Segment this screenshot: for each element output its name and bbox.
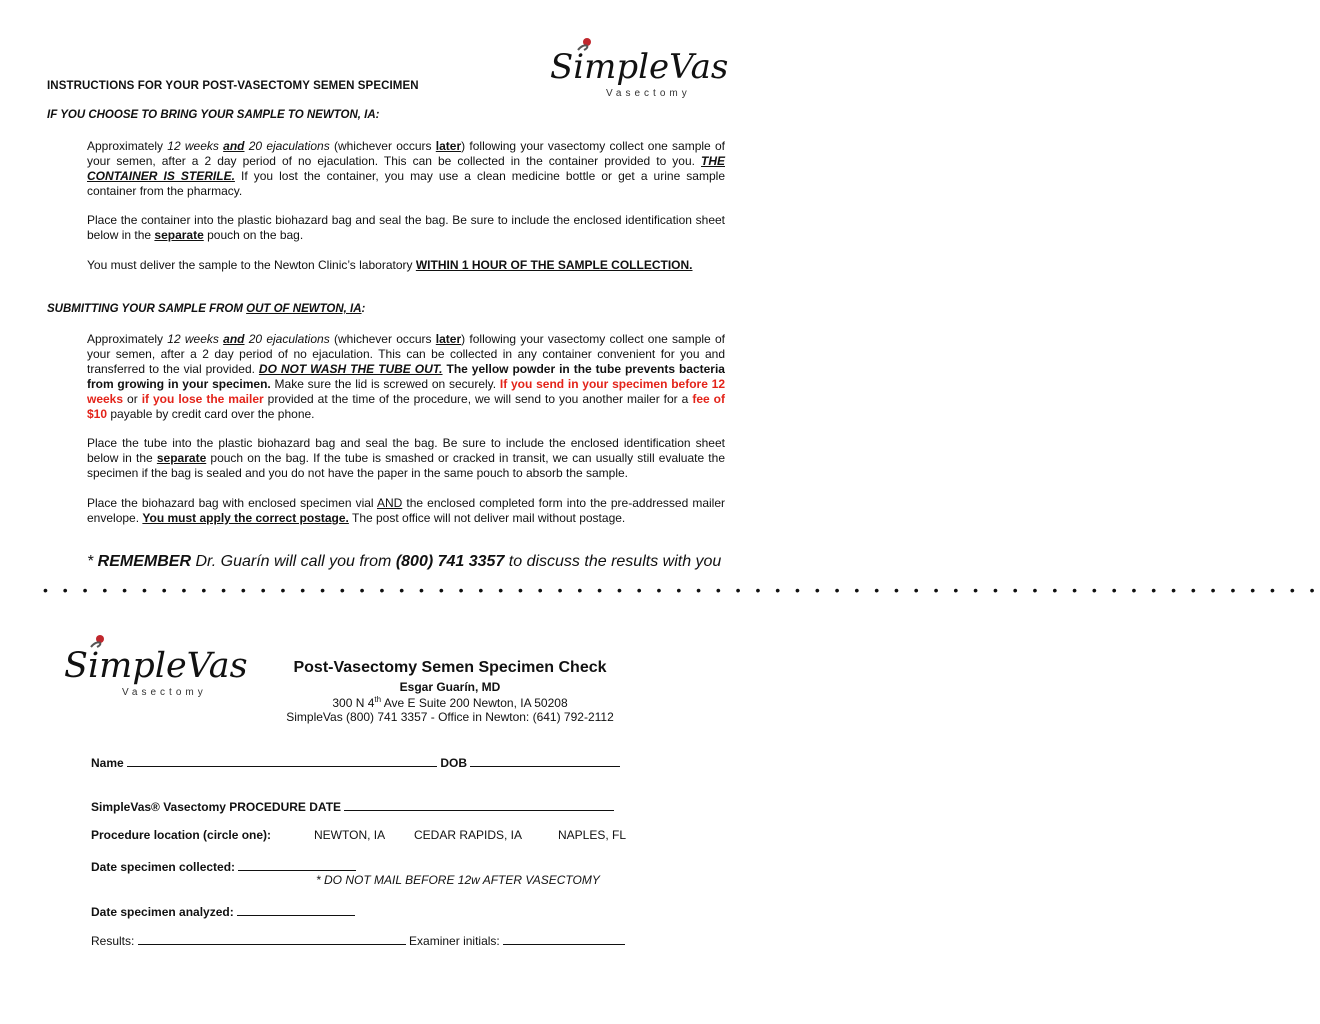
examiner-label: Examiner initials:: [409, 934, 500, 948]
location-option-naples[interactable]: NAPLES, FL: [558, 828, 627, 842]
form-logo-wordmark: SimpleVas: [64, 646, 248, 686]
simplevas-logo-top: [548, 36, 729, 102]
name-dob-row: [91, 754, 620, 770]
procedure-date-row: [91, 798, 614, 814]
newton-paragraph-1: Approximately 12 weeks and 20 ejaculations (whichever occurs later) following your vasectomy collect one sample of your semen, after a 2 day period of no ejaculation. This can be collected in the container provided to you. THE CONTAINER IS STERILE. If you lost the container, you may use a clean medicine bottle or get a urine sample container from the pharmacy.: [87, 139, 725, 198]
analyzed-field[interactable]: [237, 903, 355, 916]
form-phone-numbers: SimpleVas (800) 741 3357 - Office in Newton: (641) 792-2112: [286, 710, 614, 724]
logo-wordmark: SimpleVas: [550, 47, 729, 87]
form-doctor: Esgar Guarín, MD: [399, 680, 501, 694]
outside-paragraph-2: Place the tube into the plastic biohazard bag and seal the bag. Be sure to include the enclosed identification sheet below in the separate pouch on the bag. If the tube is smashed or cracked in transit, we can usually still evaluate the specimen if the bag is sealed and you do not have the paper in the same pouch to absorb the sample.: [87, 436, 725, 480]
newton-paragraph-2: Place the container into the plastic biohazard bag and seal the bag. Be sure to include the enclosed identification sheet below in the separate pouch on the bag.: [87, 213, 725, 242]
procedure-location-label: Procedure location (circle one):: [91, 828, 272, 842]
outside-heading: SUBMITTING YOUR SAMPLE FROM OUT OF NEWTON, IA:: [47, 303, 366, 315]
newton-heading: IF YOU CHOOSE TO BRING YOUR SAMPLE TO NEWTON, IA:: [47, 109, 380, 121]
form-address: 300 N 4th Ave E Suite 200 Newton, IA 50208: [332, 695, 568, 710]
name-field[interactable]: [127, 754, 437, 767]
newton-paragraph-3: You must deliver the sample to the Newton Clinic’s laboratory WITHIN 1 HOUR OF THE SAMPLE COLLECTION.: [87, 258, 693, 272]
mail-warning-note: * DO NOT MAIL BEFORE 12w AFTER VASECTOMY: [316, 873, 600, 887]
procedure-location-row: [91, 828, 271, 842]
procedure-date-field[interactable]: [344, 798, 614, 811]
name-label: Name: [91, 756, 124, 770]
form-title: Post-Vasectomy Semen Specimen Check: [293, 659, 607, 676]
outside-paragraph-3: Place the biohazard bag with enclosed specimen vial AND the enclosed completed form into the pre-addressed mailer envelope. You must apply the correct postage. The post office will not deliver mail without postage.: [87, 496, 725, 525]
page-title: INSTRUCTIONS FOR YOUR POST-VASECTOMY SEMEN SPECIMEN: [47, 80, 419, 92]
results-row: [91, 932, 625, 948]
logo-subtitle: Vasectomy: [606, 88, 691, 99]
cut-line-divider: • • • • • • • • • • • • • • • • • • • • • • • • • • • • • • • • • • • • • • • • • • • • • • • • • • • • • • • • • • • • • • • • •: [43, 582, 1320, 598]
results-field[interactable]: [138, 932, 406, 945]
examiner-field[interactable]: [503, 932, 625, 945]
analyzed-row: [91, 903, 355, 919]
outside-paragraph-1: Approximately 12 weeks and 20 ejaculations (whichever occurs later) following your vasectomy collect one sample of your semen, after a 2 day period of no ejaculation. This can be collected in any container convenient for you and transferred to the vial provided. DO NOT WASH THE TUBE OUT. The yellow powder in the tube prevents bacteria from growing in your specimen. Make sure the lid is screwed on securely. If you send in your specimen before 12 weeks or if you lose the mailer provided at the time of the procedure, we will send to you another mailer for a fee of $10 payable by credit card over the phone.: [87, 332, 726, 421]
collected-field[interactable]: [238, 858, 356, 871]
location-option-newton[interactable]: NEWTON, IA: [314, 828, 386, 842]
dob-field[interactable]: [470, 754, 620, 767]
results-label: Results:: [91, 934, 135, 948]
form-logo-subtitle: Vasectomy: [122, 687, 207, 698]
procedure-date-label: SimpleVas® Vasectomy PROCEDURE DATE: [91, 800, 342, 814]
remember-note: * REMEMBER Dr. Guarín will call you from (800) 741 3357 to discuss the results with you: [87, 553, 722, 570]
dob-label: DOB: [440, 756, 468, 770]
collected-row: [91, 858, 356, 874]
collected-label: Date specimen collected:: [91, 860, 236, 874]
simplevas-logo-form: [62, 633, 248, 701]
location-option-cedar-rapids[interactable]: CEDAR RAPIDS, IA: [414, 828, 523, 842]
analyzed-label: Date specimen analyzed:: [91, 905, 234, 919]
